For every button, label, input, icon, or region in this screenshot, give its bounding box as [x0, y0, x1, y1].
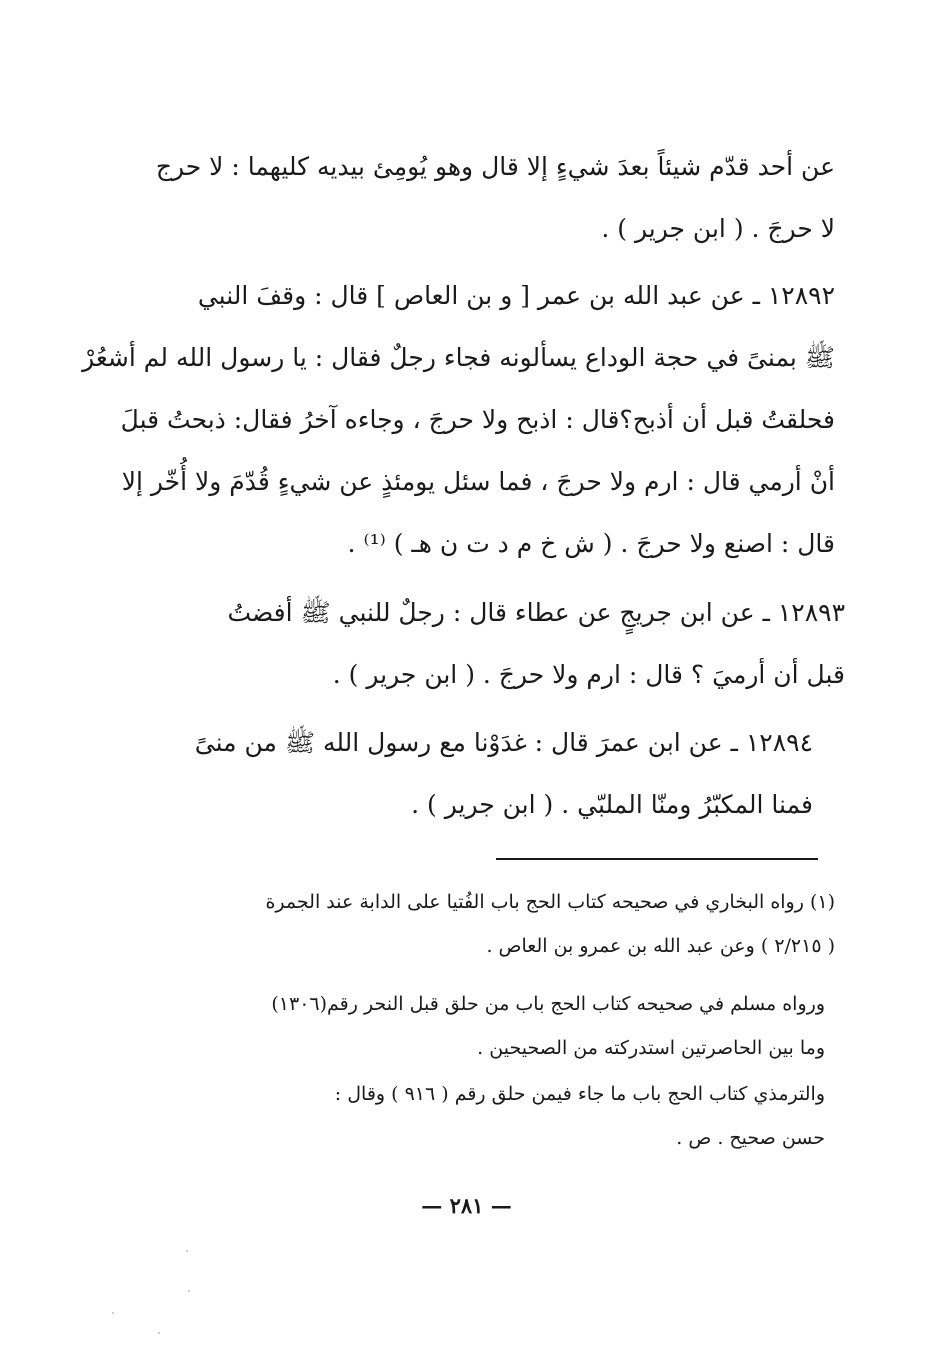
footnote-line: والترمذي كتاب الحج باب ما جاء فيمن حلق رقم ( ٩١٦ ) وقال :	[334, 1083, 825, 1105]
footnote-tirmidhi	[95, 1072, 825, 1160]
scan-speck	[158, 1332, 160, 1334]
hadith-12894	[113, 712, 813, 836]
text-line: لا حرجَ . ( ابن جرير ) .	[601, 214, 835, 243]
scan-speck	[186, 1250, 188, 1252]
footnote-muslim	[95, 982, 825, 1070]
footnote-line: (١) رواه البخاري في صحيحه كتاب الحج باب الفُتيا على الدابة عند الجمرة	[265, 891, 835, 913]
footnote-line: ورواه مسلم في صحيحه كتاب الحج باب من حلق قبل النحر رقم(١٣٠٦)	[271, 993, 825, 1015]
hadith-paragraph-continued	[105, 136, 835, 260]
footnote-1	[95, 880, 835, 968]
footnote-line: ( ٢/٢١٥ ) وعن عبد الله بن عمرو بن العاص .	[486, 935, 835, 957]
text-line: قبل أن أرميَ ؟ قال : ارم ولا حرجَ . ( ابن جرير ) .	[332, 660, 845, 689]
scan-speck	[112, 1312, 114, 1314]
text-line: ١٢٨٩٢ ـ عن عبد الله بن عمر [ و بن العاص ] قال : وقفَ النبي	[197, 281, 835, 310]
footnote-divider	[496, 858, 818, 860]
footnote-line: حسن صحيح . ص .	[676, 1127, 825, 1149]
text-line: أنْ أرمي قال : ارم ولا حرجَ ، فما سئل يومئذٍ عن شيءٍ قُدّمَ ولا أُخّر إلا	[121, 467, 835, 496]
text-line: فمنا المكبّرُ ومنّا الملبّي . ( ابن جرير ) .	[411, 790, 813, 819]
text-line: عن أحد قدّم شيئاً بعدَ شيءٍ إلا قال وهو يُومِئ بيديه كليهما : لا حرج	[155, 152, 835, 181]
text-line: ١٢٨٩٣ ـ عن ابن جريجٍ عن عطاء قال : رجلٌ للنبي ﷺ أفضتُ	[227, 598, 845, 627]
page-number: — ٢٨١ —	[421, 1193, 512, 1218]
hadith-12893	[105, 582, 845, 706]
scan-speck	[188, 1290, 190, 1292]
text-line: فحلقتُ قبل أن أذبح؟قال : اذبح ولا حرجَ ، وجاءه آخرُ فقال: ذبحتُ قبلَ	[120, 405, 835, 434]
footnote-line: وما بين الحاصرتين استدركته من الصحيحين .	[477, 1037, 825, 1059]
hadith-12892	[82, 265, 835, 575]
text-line: قال : اصنع ولا حرجَ . ( ش خ م د ت ن هـ ) ⁽¹⁾ .	[347, 529, 835, 558]
text-line: ﷺ بمنىً في حجة الوداع يسألونه فجاء رجلٌ فقال : يا رسول الله لم أشعُرْ	[82, 343, 835, 372]
text-line: ١٢٨٩٤ ـ عن ابن عمرَ قال : غدَوْنا مع رسول الله ﷺ من منىً	[194, 728, 813, 757]
